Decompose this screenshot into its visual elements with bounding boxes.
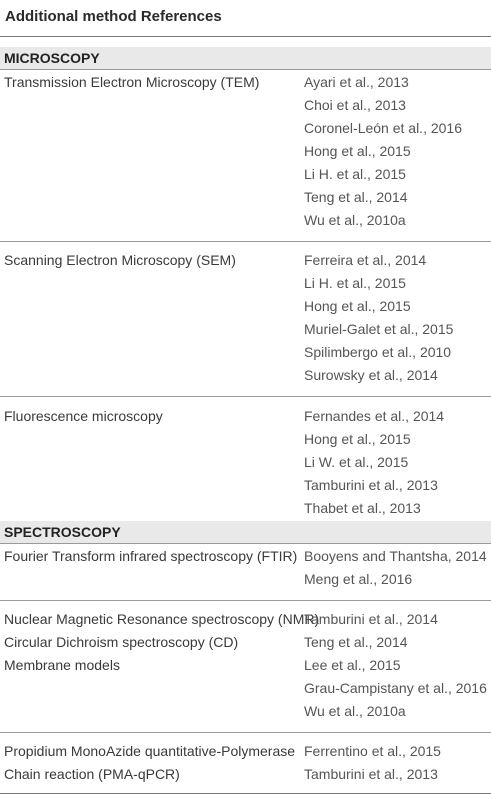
reference: Spilimbergo et al., 2010 (304, 344, 452, 360)
group-rule (0, 732, 491, 733)
reference: Tamburini et al., 2013 (304, 477, 438, 493)
method-label: Fluorescence microscopy (4, 408, 163, 424)
reference: Surowsky et al., 2014 (304, 367, 438, 383)
reference: Ayari et al., 2013 (304, 74, 409, 90)
method-label: Membrane models (4, 657, 120, 673)
reference: Ferrentino et al., 2015 (304, 743, 441, 759)
group-rule (0, 600, 491, 601)
reference: Hong et al., 2015 (304, 298, 411, 314)
method-label: Nuclear Magnetic Resonance spectroscopy (NMR) (4, 611, 320, 627)
reference: Tamburini et al., 2014 (304, 611, 438, 627)
method-label: Fourier Transform infrared spectroscopy (FTIR) (4, 548, 298, 564)
method-label: Circular Dichroism spectroscopy (CD) (4, 634, 239, 650)
reference: Lee et al., 2015 (304, 657, 401, 673)
method-label: Transmission Electron Microscopy (TEM) (4, 74, 260, 90)
reference: Fernandes et al., 2014 (304, 408, 445, 424)
method-label: Chain reaction (PMA-qPCR) (4, 766, 180, 782)
method-label: Propidium MonoAzide quantitative-Polymerase (4, 743, 296, 759)
reference: Meng et al., 2016 (304, 571, 413, 587)
reference: Teng et al., 2014 (304, 189, 408, 205)
reference: Choi et al., 2013 (304, 97, 406, 113)
reference: Hong et al., 2015 (304, 143, 411, 159)
reference: Coronel-León et al., 2016 (304, 120, 462, 136)
reference: Grau-Campistany et al., 2016 (304, 680, 487, 696)
reference: Ferreira et al., 2014 (304, 252, 427, 268)
top-rule (0, 36, 491, 37)
group-rule (0, 241, 491, 242)
section-header-microscopy (0, 47, 491, 69)
reference: Li W. et al., 2015 (304, 454, 409, 470)
reference: Teng et al., 2014 (304, 634, 408, 650)
group-rule (0, 396, 491, 397)
reference: Booyens and Thantsha, 2014 (304, 548, 487, 564)
reference: Li H. et al., 2015 (304, 275, 406, 291)
method-label: Scanning Electron Microscopy (SEM) (4, 252, 236, 268)
section-rule (0, 69, 491, 70)
reference: Li H. et al., 2015 (304, 166, 406, 182)
section-heading: MICROSCOPY (4, 50, 100, 66)
section-header-spectroscopy (0, 521, 491, 543)
table-title: Additional method References (5, 8, 222, 25)
reference: Muriel-Galet et al., 2015 (304, 321, 454, 337)
reference: Wu et al., 2010a (304, 703, 406, 719)
bottom-rule (0, 793, 491, 794)
section-rule (0, 543, 491, 544)
reference: Wu et al., 2010a (304, 212, 406, 228)
reference: Tamburini et al., 2013 (304, 766, 438, 782)
section-heading: SPECTROSCOPY (4, 524, 121, 540)
reference: Hong et al., 2015 (304, 431, 411, 447)
reference: Thabet et al., 2013 (304, 500, 421, 516)
